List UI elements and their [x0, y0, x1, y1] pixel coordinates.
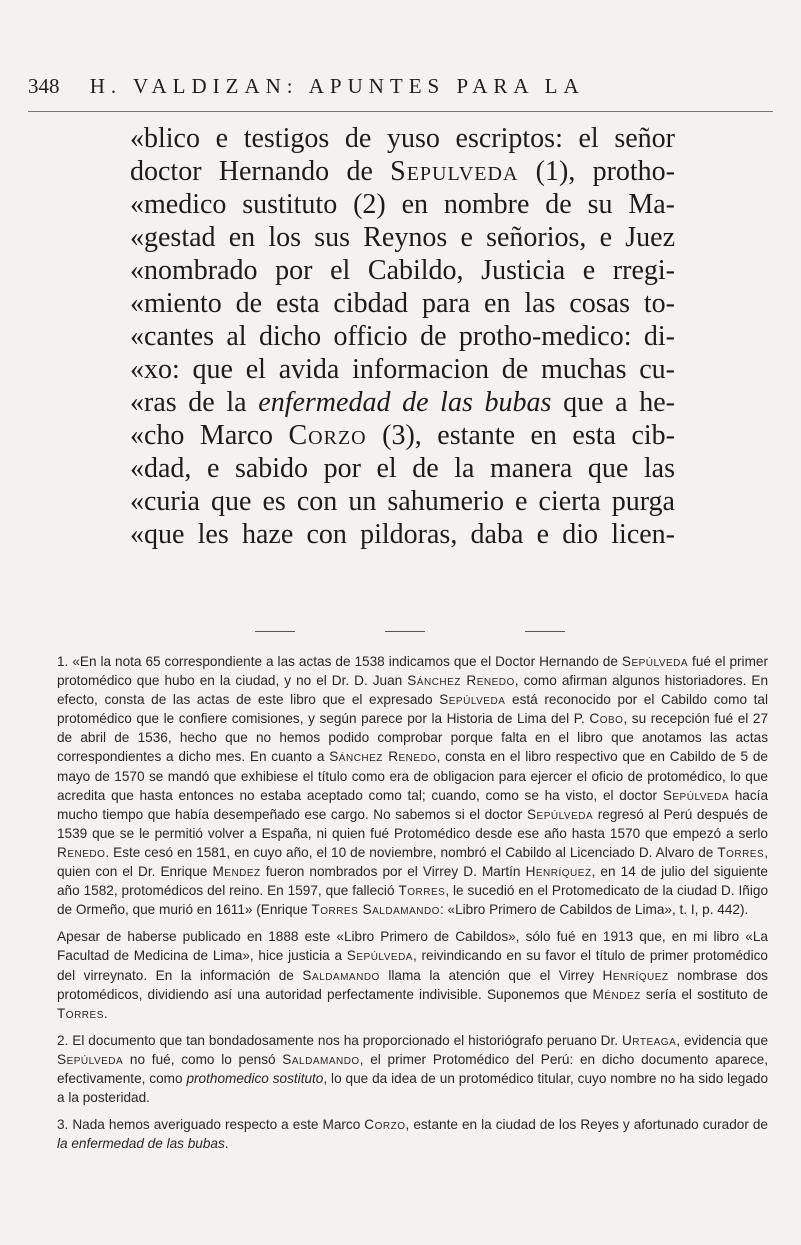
text-line: «dad, e sabido por el de la manera que las [130, 453, 675, 484]
main-text-block [130, 122, 675, 551]
running-title: H. VALDIZAN: APUNTES PARA LA [89, 74, 585, 98]
text-line: «curia que es con un sahumerio e cierta purga [130, 486, 675, 517]
footnote: 2. El documento que tan bondadosamente nos ha proporcionado el historiógrafo peruano Dr. Urteaga, evidencia que Sepúlveda no fué, como lo pensó Saldamando, el primer Protomédico del Perú: en dicho documento aparece, efectivamente, como prothomedico sostituto, lo que da idea de un protomédico titular, cuyo nombre no ha sido legado a la posteridad. [57, 1032, 769, 1106]
text-line: «blico e testigos de yuso escriptos: el señor [130, 123, 675, 154]
text-line: «ras de la enfermedad de las bubas que a he- [130, 387, 675, 418]
separator-middle [385, 631, 425, 632]
text-line: doctor Hernando de Sepulveda (1), protho- [130, 156, 676, 187]
text-line: «nombrado por el Cabildo, Justicia e rregi- [130, 255, 675, 286]
footnotes-block [57, 652, 768, 1161]
text-line: «miento de esta cibdad para en las cosas to- [130, 288, 675, 319]
header-rule [28, 111, 773, 112]
footnote: 3. Nada hemos averiguado respecto a este Marco Corzo, estante en la ciudad de los Reyes y afortunado curador de la enfermedad de las bubas. [57, 1117, 768, 1152]
text-line: «cho Marco Corzo (3), estante en esta cib- [130, 420, 675, 451]
text-line: «que les haze con pildoras, daba e dio licen- [130, 519, 675, 550]
running-header [28, 74, 778, 114]
text-line: «gestad en los sus Reynos e señorios, e Juez [130, 222, 675, 253]
separator-left [255, 631, 295, 632]
text-line: «cantes al dicho officio de protho-medico: di- [130, 321, 675, 352]
text-line: «xo: que el avida informacion de muchas cu- [130, 354, 675, 385]
text-line: «medico sustituto (2) en nombre de su Ma- [130, 189, 675, 220]
footnote: 1. «En la nota 65 correspondiente a las actas de 1538 indicamos que el Doctor Hernando de Sepúlveda fué el primer protomédico que hubo en la ciudad, y no el Dr. D. Juan Sánchez Renedo, como afirman algunos historiadores. En efecto, consta de las actas de este libro que el expresado Sepúlveda está reconocido por el Cabildo como tal protomédico que le confiere comisiones, y según parece por la Historia de Lima del P. Cobo, su recepción fué el 27 de abril de 1536, hecho que no hemos podido comprobar porque falta en el libro que anotamos las actas correspondientes a dicho mes. En cuanto a Sánchez Renedo, consta en el libro respectivo que en Cabildo de 5 de mayo de 1570 se mandó que exhibiese el título como era de obligacion para ejercer el oficio de protomédico, lo que acredita que hasta entonces no estaba aceptado como tal; cuando, como se ha visto, el doctor Sepúlveda hacía mucho tiempo que había desempeñado ese cargo. No sabemos si el doctor Sepúlveda regresó al Perú después de 1539 que se le permitió volver a España, ni quien fué Protomédico desde ese año hasta 1570 que empezó a serlo Renedo. Este cesó en 1581, en cuyo año, el 10 de noviembre, nombró el Cabildo al Licenciado D. Alvaro de Torres, quien con el Dr. Enrique Mendez fueron nombrados por el Virrey D. Martín Henríquez, en 14 de julio del siguiente año 1582, protomédicos del reino. En 1597, que falleció Torres, le sucedió en el Protomedicato de la ciudad D. Iñigo de Ormeño, que murió en 1611» (Enrique Torres Saldamando: «Libro Primero de Cabildos de Lima», t. I, p. 442). [57, 654, 769, 918]
page-number: 348 [28, 74, 60, 98]
footnote: Apesar de haberse publicado en 1888 este «Libro Primero de Cabildos», sólo fué en 1913 que, en mi libro «La Facultad de Medicina de Lima», hice justicia a Sepúlveda, reivindicando en su favor el título de primer protomédico del virreynato. En la información de Saldamando llama la atención que el Virrey Henríquez nombrase dos protomédicos, dividiendo así una autoridad perfectamente indivisible. Suponemos que Méndez sería el sostituto de Torres. [57, 929, 768, 1021]
separator-right [525, 631, 565, 632]
